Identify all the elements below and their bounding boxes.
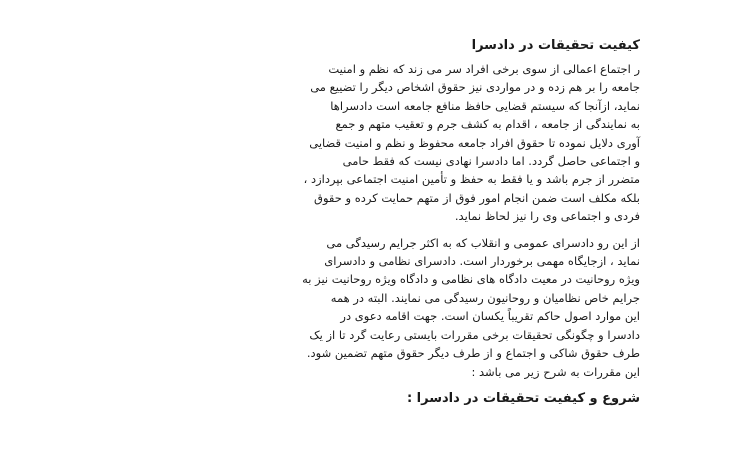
paragraph-1-line: آوری دلایل نموده تا حقوق افراد جامعه محفوظ و نظم و امنیت قضایی	[309, 135, 640, 150]
paragraph-2-line: این موارد اصول حاکم تقریباً یکسان است. جهت اقامه دعوی در	[340, 309, 640, 324]
paragraph-1-line: به نمایندگی از جامعه ، اقدام به کشف جرم و تعقیب متهم و جمع	[335, 117, 640, 132]
paragraph-2-line: نماید ، ازجایگاه مهمی برخوردار است. دادسرای نظامی و دادسرای	[324, 254, 640, 269]
section-heading: کیفیت تحقیقات در دادسرا	[471, 38, 640, 53]
paragraph-2	[120, 234, 640, 381]
paragraph-1-line: نماید، ازآنجا که سیستم قضایی حافظ منافع جامعه است دادسراها	[330, 98, 640, 113]
paragraph-2-line: از این رو دادسرای عمومی و انقلاب که به اکثر جرایم رسیدگی می	[326, 235, 640, 250]
paragraph-2-line: دادسرا و چگونگی تحقیقات برخی مقررات بایستی رعایت گرد تا از یک	[309, 327, 640, 342]
paragraph-1	[120, 60, 640, 226]
document-page	[120, 36, 640, 413]
paragraph-2-line: ویژه روحانیت در معیت دادگاه های نظامی و دادگاه ویژه روحانیت نیز به	[302, 272, 640, 287]
section-heading: شروع و کیفیت تحقیقات در دادسرا :	[406, 390, 640, 406]
paragraph-2-line: جرایم خاص نظامیان و روحانیون رسیدگی می نمایند. البته در همه	[330, 290, 640, 305]
paragraph-1-line: و اجتماعی حاصل گردد. اما دادسرا نهادی نیست که فقط حامی	[342, 154, 640, 169]
paragraph-1-line: بلکه مکلف است ضمن انجام امور فوق از متهم حمایت کرده و حقوق	[314, 190, 640, 205]
paragraph-1-line: ر اجتماع اعمالی از سوی برخی افراد سر می زند که نظم و امنیت	[328, 62, 640, 76]
paragraph-1-line: جامعه را بر هم زده و در مواردی نیز حقوق اشخاص دیگر را تضییع می	[310, 80, 640, 95]
paragraph-1-line: متضرر از جرم باشد و یا فقط به حفظ و تأمین امنیت اجتماعی بپردازد ،	[303, 172, 640, 187]
paragraph-2-line: طرف حقوق شاکی و اجتماع و از طرف دیگر حقوق متهم تضمین شود.	[306, 346, 640, 361]
paragraph-1-line: فردی و اجتماعی وی را نیز لحاظ نماید.	[454, 209, 640, 224]
paragraph-2-line: این مقررات به شرح زیر می باشد :	[471, 364, 640, 379]
